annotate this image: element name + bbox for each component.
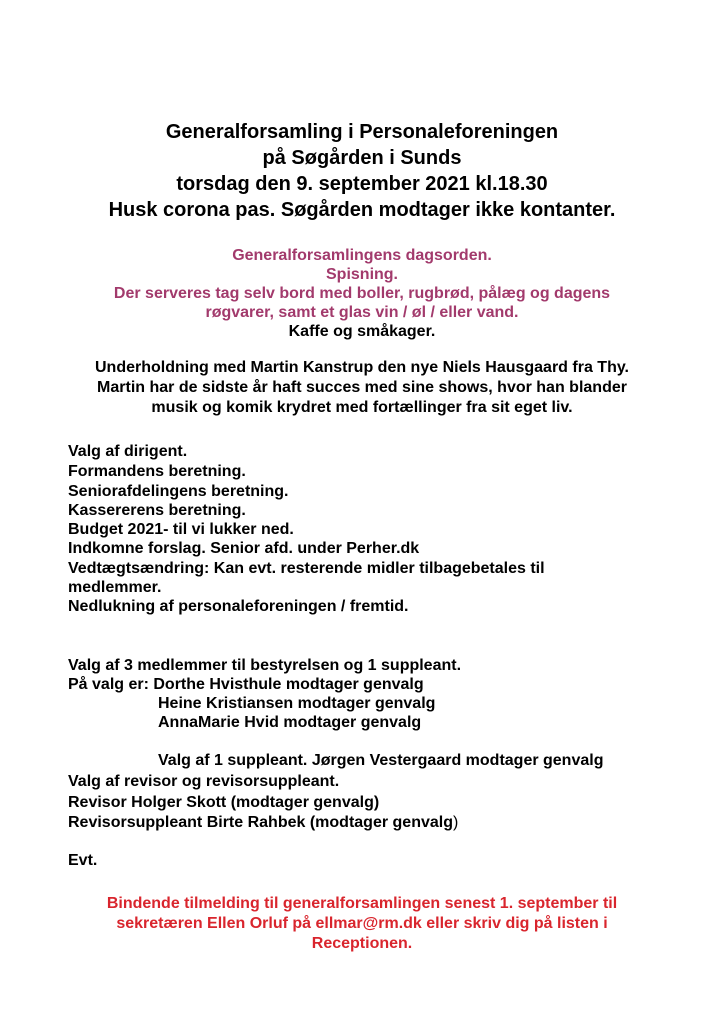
agenda-item: Seniorafdelingens beretning. (68, 483, 289, 500)
agenda-item: Formandens beretning. (68, 463, 246, 480)
auditor-election: Valg af revisor og revisorsuppleant. (68, 773, 340, 790)
election-candidate: Heine Kristiansen modtager genvalg (158, 695, 436, 712)
entertainment-line-2: Martin har de sidste år haft succes med sine shows, hvor han blander (97, 379, 627, 396)
election-intro: Valg af 3 medlemmer til bestyrelsen og 1 suppleant. (68, 657, 462, 674)
title-line-3: torsdag den 9. september 2021 kl.18.30 (176, 173, 548, 195)
menu-line-2: røgvarer, samt et glas vin / øl / eller vand. (205, 304, 519, 321)
election-up-label: På valg er: Dorthe Hvisthule modtager genvalg (68, 676, 424, 693)
entertainment-line-3: musik og komik krydret med fortællinger fra sit eget liv. (151, 399, 573, 416)
agenda-heading: Generalforsamlingens dagsorden. (232, 247, 492, 264)
auditor-substitute-line (68, 813, 458, 832)
title-line-1: Generalforsamling i Personaleforeningen (165, 121, 559, 143)
election-candidate: AnnaMarie Hvid modtager genvalg (158, 714, 422, 731)
menu-line-1: Der serveres tag selv bord med boller, rugbrød, pålæg og dagens (113, 285, 611, 302)
agenda-item: medlemmer. (68, 579, 162, 596)
substitute-election: Valg af 1 suppleant. Jørgen Vestergaard modtager genvalg (158, 752, 604, 769)
auditor-line: Revisor Holger Skott (modtager genvalg) (68, 794, 380, 811)
misc-item: Evt. (68, 852, 98, 869)
title-line-2: på Søgården i Sunds (262, 147, 462, 169)
auditor-substitute-text: Revisorsuppleant Birte Rahbek (modtager genvalg (68, 814, 453, 831)
agenda-item: Nedlukning af personaleforeningen / fremtid. (68, 598, 409, 615)
agenda-item: Indkomne forslag. Senior afd. under Perher.dk (68, 540, 420, 557)
entertainment-line-1: Underholdning med Martin Kanstrup den nye Niels Hausgaard fra Thy. (95, 359, 629, 376)
coffee-line: Kaffe og småkager. (288, 323, 436, 340)
footer-line-3: Receptionen. (311, 935, 413, 952)
closing-paren: ) (452, 814, 459, 831)
title-line-4: Husk corona pas. Søgården modtager ikke kontanter. (108, 199, 616, 221)
agenda-item: Budget 2021- til vi lukker ned. (68, 521, 294, 538)
dining-heading: Spisning. (326, 266, 398, 283)
agenda-item: Vedtægtsændring: Kan evt. resterende midler tilbagebetales til (68, 560, 545, 577)
agenda-item: Valg af dirigent. (68, 443, 188, 460)
footer-line-1: Bindende tilmelding til generalforsamlingen senest 1. september til (106, 895, 618, 912)
agenda-item: Kassererens beretning. (68, 502, 246, 519)
footer-line-2: sekretæren Ellen Orluf på ellmar@rm.dk eller skriv dig på listen i (116, 915, 608, 932)
